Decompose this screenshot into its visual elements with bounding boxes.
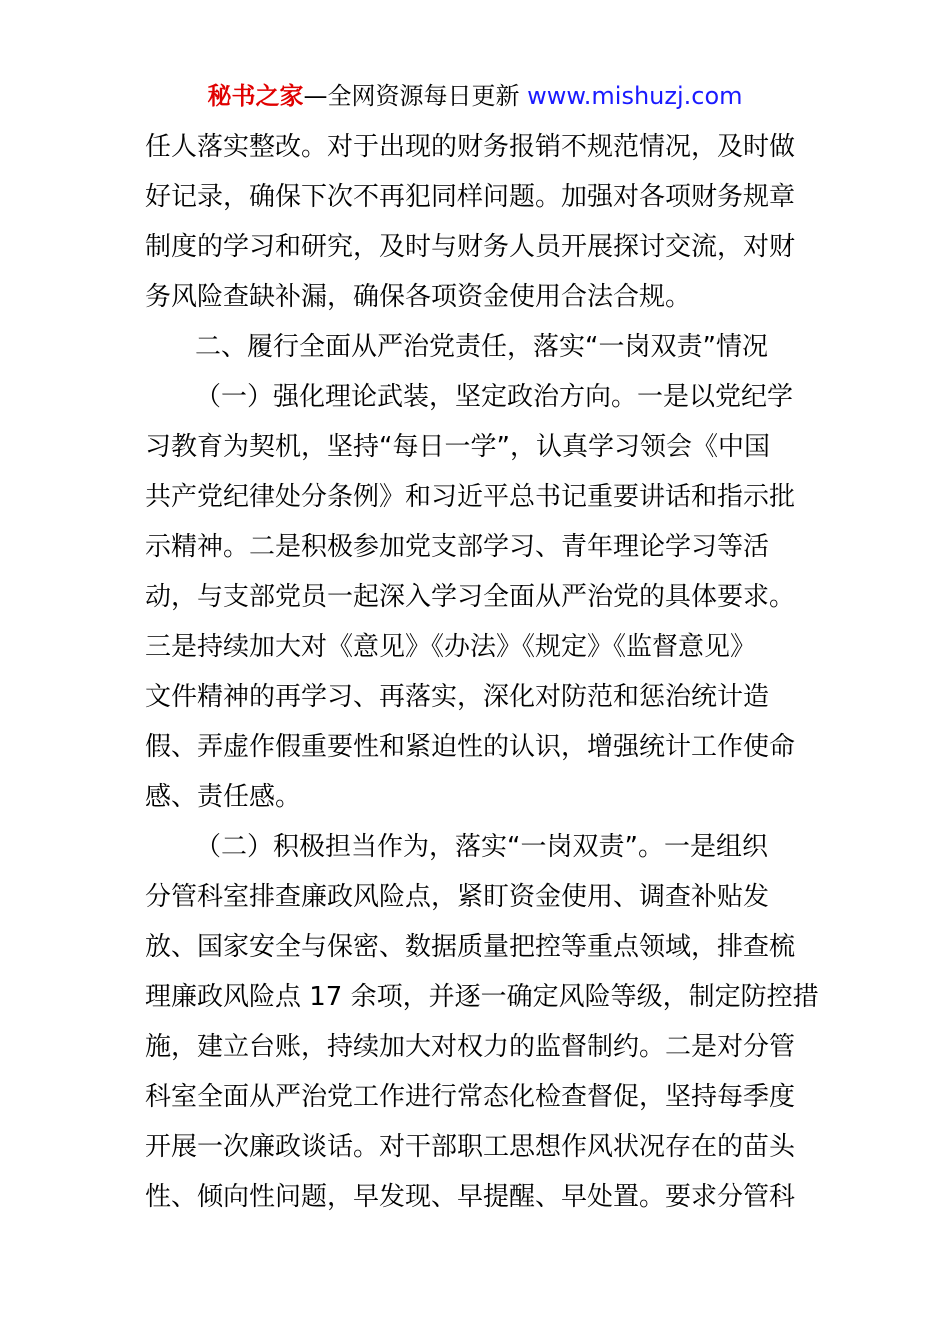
text-line: 制度的学习和研究，及时与财务人员开展探讨交流，对财 [145, 232, 796, 262]
page-header [0, 78, 950, 114]
text-line: 务风险查缺补漏，确保各项资金使用合法合规。 [145, 282, 692, 312]
text-line: 科室全面从严治党工作进行常态化检查督促，坚持每季度 [145, 1082, 796, 1112]
text-line: 动，与支部党员一起深入学习全面从严治党的具体要求。 [145, 582, 796, 612]
site-url-link[interactable]: www.mishuzj.com [527, 82, 743, 110]
text-line: 开展一次廉政谈话。对干部职工思想作风状况存在的苗头 [145, 1132, 796, 1162]
text-line: 任人落实整改。对于出现的财务报销不规范情况，及时做 [145, 132, 796, 162]
document-body [145, 122, 819, 1222]
text-line: 感、责任感。 [145, 782, 302, 812]
header-tagline: —全网资源每日更新 [303, 82, 528, 110]
text-line: 三是持续加大对《意见》《办法》《规定》《监督意见》 [145, 632, 757, 662]
text-line: （二）积极担当作为，落实“一岗双责”。一是组织 [195, 832, 768, 862]
text-line: 施，建立台账，持续加大对权力的监督制约。二是对分管 [145, 1032, 796, 1062]
text-line: 理廉政风险点 17 余项，并逐一确定风险等级，制定防控措 [145, 982, 819, 1012]
text-line: 二、履行全面从严治党责任，落实“一岗双责”情况 [195, 332, 768, 362]
brand-name: 秘书之家 [207, 82, 304, 110]
text-line: 放、国家安全与保密、数据质量把控等重点领域，排查梳 [145, 932, 796, 962]
text-line: 示精神。二是积极参加党支部学习、青年理论学习等活 [145, 532, 770, 562]
text-line: 习教育为契机，坚持“每日一学”，认真学习领会《中国 [145, 432, 770, 462]
text-line: 性、倾向性问题，早发现、早提醒、早处置。要求分管科 [145, 1182, 796, 1212]
text-line: 分管科室排查廉政风险点，紧盯资金使用、调查补贴发 [145, 882, 770, 912]
text-line: 假、弄虚作假重要性和紧迫性的认识，增强统计工作使命 [145, 732, 796, 762]
text-line: 共产党纪律处分条例》和习近平总书记重要讲话和指示批 [145, 482, 796, 512]
text-line: 好记录，确保下次不再犯同样问题。加强对各项财务规章 [145, 182, 796, 212]
text-line: 文件精神的再学习、再落实，深化对防范和惩治统计造 [145, 682, 770, 712]
text-line: （一）强化理论武装，坚定政治方向。一是以党纪学 [195, 382, 794, 412]
